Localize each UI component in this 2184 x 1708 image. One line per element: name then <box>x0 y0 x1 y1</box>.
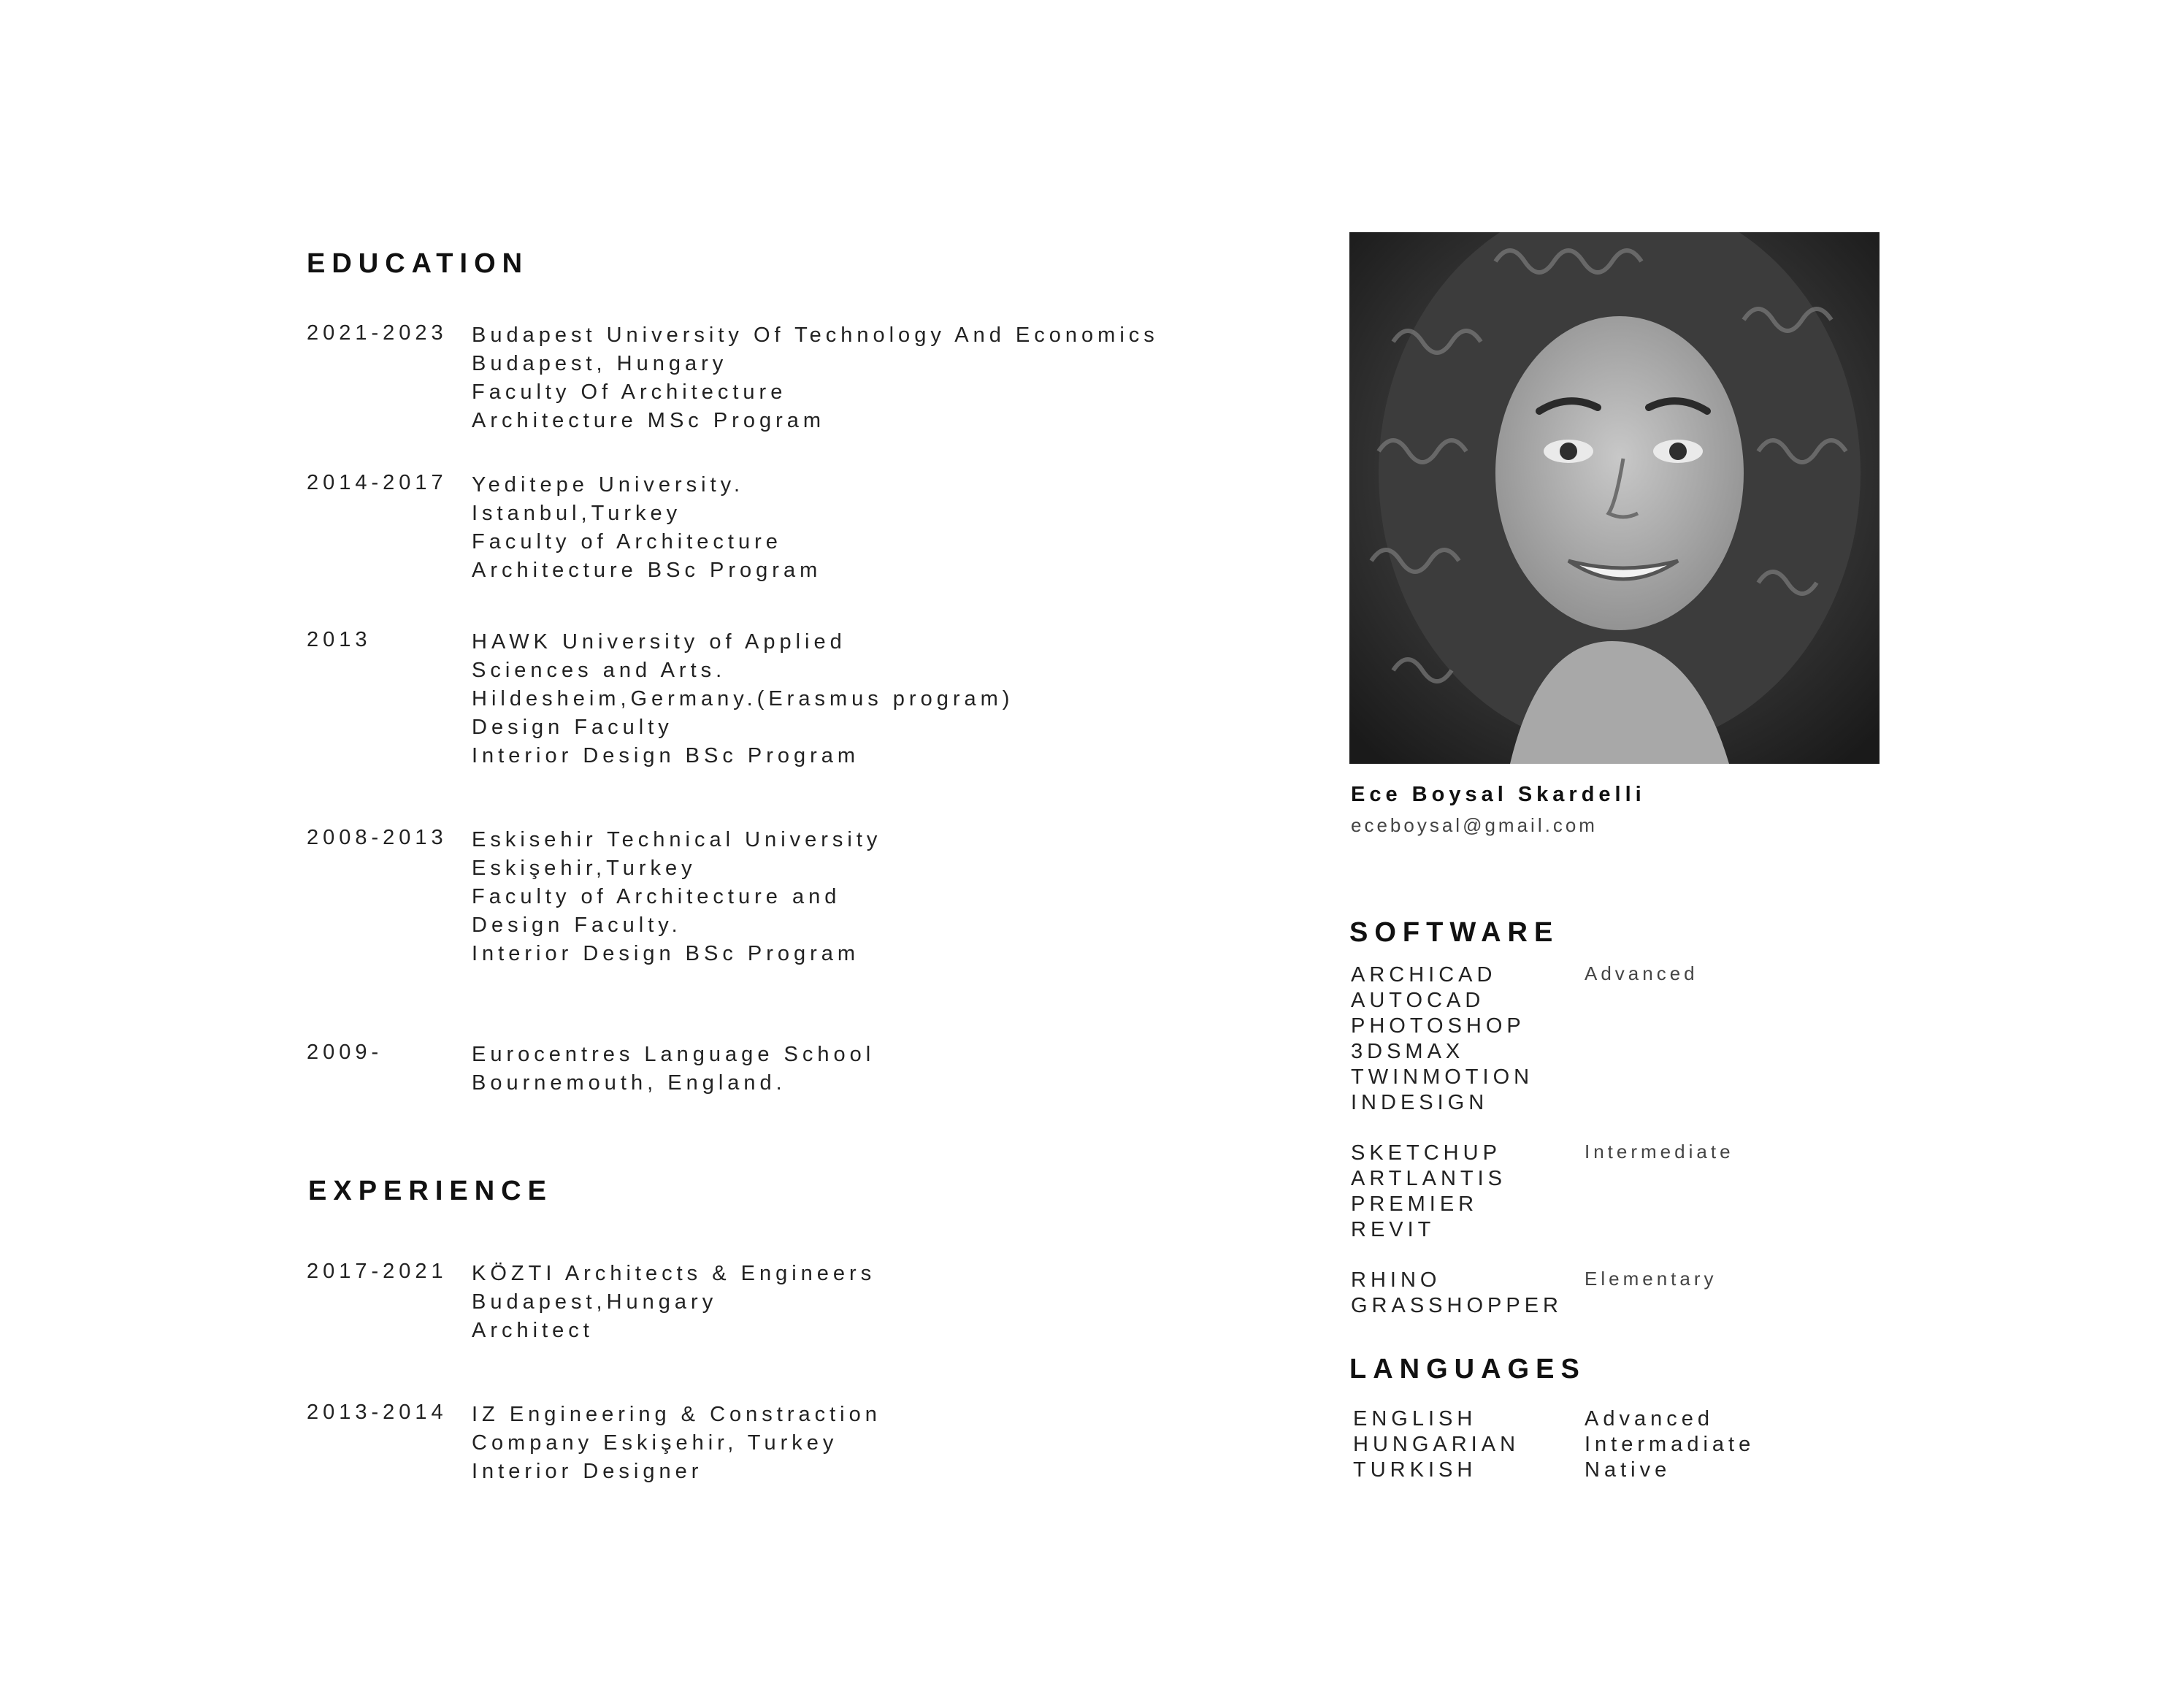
language-name: TURKISH <box>1353 1458 1477 1482</box>
entry-line: KÖZTI Architects & Engineers <box>472 1262 876 1285</box>
entry-line: Sciences and Arts. <box>472 659 727 682</box>
software-level: Elementary <box>1585 1268 1717 1290</box>
entry-line: Architect <box>472 1319 594 1342</box>
entry-line: Eskisehir Technical University <box>472 828 882 851</box>
software-item: INDESIGN <box>1351 1091 1489 1114</box>
software-item: ARTLANTIS <box>1351 1167 1507 1190</box>
entry-line: Hildesheim,Germany.(Erasmus program) <box>472 687 1014 711</box>
software-item: AUTOCAD <box>1351 989 1485 1012</box>
software-level: Advanced <box>1585 962 1698 984</box>
entry-line: Interior Design BSc Program <box>472 744 860 767</box>
entry-line: IZ Engineering & Constraction <box>472 1403 881 1426</box>
entry-line: Faculty of Architecture <box>472 530 782 554</box>
profile-photo <box>1349 232 1880 764</box>
language-name: ENGLISH <box>1353 1407 1477 1431</box>
software-heading: SOFTWARE <box>1349 917 1560 948</box>
entry-line: Eurocentres Language School <box>472 1043 875 1066</box>
entry-year: 2017-2021 <box>307 1260 448 1283</box>
profile-name: Ece Boysal Skardelli <box>1351 783 1646 806</box>
language-name: HUNGARIAN <box>1353 1433 1520 1456</box>
entry-line: Interior Designer <box>472 1460 703 1483</box>
software-item: GRASSHOPPER <box>1351 1294 1563 1317</box>
entry-year: 2021-2023 <box>307 321 448 345</box>
language-names <box>1353 1406 1520 1483</box>
profile-email[interactable]: eceboysal@gmail.com <box>1351 814 1598 836</box>
software-level: Intermediate <box>1585 1141 1734 1163</box>
software-item: RHINO <box>1351 1268 1441 1292</box>
entry-line: Budapest,Hungary <box>472 1290 718 1314</box>
software-item: PREMIER <box>1351 1192 1479 1216</box>
languages-heading: LANGUAGES <box>1349 1354 1586 1385</box>
entry-line: Yeditepe University. <box>472 473 745 497</box>
software-item: 3DSMAX <box>1351 1040 1465 1063</box>
software-item: TWINMOTION <box>1351 1065 1534 1089</box>
entry-line: Interior Design BSc Program <box>472 942 860 965</box>
entry-line: HAWK University of Applied <box>472 630 846 654</box>
language-level: Advanced <box>1585 1407 1714 1431</box>
entry-line: Istanbul,Turkey <box>472 502 682 525</box>
software-group-intermediate <box>1351 1141 1734 1243</box>
entry-year: 2009- <box>307 1041 383 1064</box>
entry-year: 2014-2017 <box>307 471 448 494</box>
entry-line: Budapest University Of Technology And Economics <box>472 323 1159 347</box>
education-heading: EDUCATION <box>307 248 529 279</box>
entry-line: Budapest, Hungary <box>472 352 728 375</box>
software-item: REVIT <box>1351 1218 1436 1241</box>
software-group-advanced <box>1351 962 1698 1116</box>
language-level: Native <box>1585 1458 1671 1482</box>
entry-year: 2008-2013 <box>307 826 448 849</box>
software-item: PHOTOSHOP <box>1351 1014 1525 1038</box>
entry-line: Faculty Of Architecture <box>472 380 787 404</box>
entry-line: Design Faculty. <box>472 914 682 937</box>
language-levels <box>1585 1406 1755 1483</box>
entry-line: Architecture BSc Program <box>472 559 822 582</box>
entry-line: Design Faculty <box>472 716 673 739</box>
entry-line: Architecture MSc Program <box>472 409 826 432</box>
software-item: SKETCHUP <box>1351 1141 1501 1165</box>
language-level: Intermadiate <box>1585 1433 1755 1456</box>
entry-line: Eskişehir,Turkey <box>472 857 697 880</box>
experience-heading: EXPERIENCE <box>308 1176 553 1206</box>
entry-line: Faculty of Architecture and <box>472 885 841 908</box>
entry-line: Bournemouth, England. <box>472 1071 786 1095</box>
software-item: ARCHICAD <box>1351 963 1497 987</box>
software-group-elementary <box>1351 1268 1717 1319</box>
entry-year: 2013-2014 <box>307 1401 448 1424</box>
entry-line: Company Eskişehir, Turkey <box>472 1431 838 1455</box>
entry-year: 2013 <box>307 628 372 651</box>
